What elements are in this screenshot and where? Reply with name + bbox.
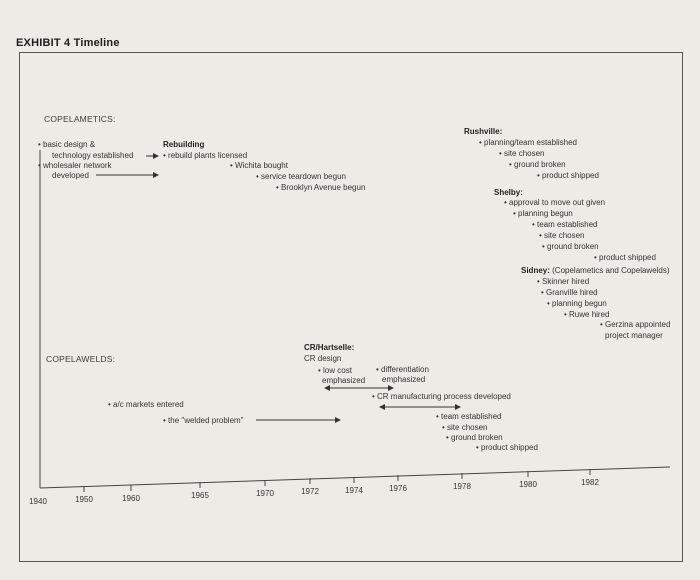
- hartselle-item: • site chosen: [442, 423, 488, 432]
- shelby-item: • product shipped: [594, 253, 656, 262]
- sidney-item: • Ruwe hired: [564, 310, 610, 319]
- year-tick-label: 1980: [519, 480, 537, 489]
- sidney-item: • planning begun: [547, 299, 607, 308]
- early-item: technology established: [52, 151, 134, 160]
- year-tick-label: 1950: [75, 495, 93, 504]
- early-item: • basic design &: [38, 140, 96, 149]
- hartselle-item: • product shipped: [476, 443, 538, 452]
- low-cost-item: • low cost: [318, 366, 352, 375]
- copelawelds-label: COPELAWELDS:: [46, 354, 116, 364]
- exhibit-title: EXHIBIT 4 Timeline: [16, 37, 120, 49]
- rebuilding-heading: Rebuilding: [163, 140, 205, 149]
- rushville-item: • site chosen: [499, 149, 545, 158]
- copelawelds-item: • the "welded problem": [163, 416, 244, 425]
- rebuilding-item: • Brooklyn Avenue begun: [276, 183, 366, 192]
- early-item: developed: [52, 171, 89, 180]
- shelby-item: • approval to move out given: [504, 198, 606, 207]
- rebuilding-item: • service teardown begun: [256, 172, 346, 181]
- hartselle-subheading: CR design: [304, 354, 342, 363]
- year-tick-label: 1976: [389, 484, 407, 493]
- sidney-heading-line: [521, 266, 670, 277]
- shelby-item: • site chosen: [539, 231, 585, 240]
- year-tick-label: 1940: [29, 497, 47, 506]
- year-tick-label: 1970: [256, 489, 274, 498]
- differentiation-item: emphasized: [382, 375, 426, 384]
- rushville-item: • product shipped: [537, 171, 599, 180]
- rushville-item: • ground broken: [509, 160, 566, 169]
- year-tick-label: 1965: [191, 491, 209, 500]
- rebuilding-item: • rebuild plants licensed: [163, 151, 248, 160]
- rushville-item: • planning/team established: [479, 138, 577, 147]
- copelawelds-item: • a/c markets entered: [108, 400, 184, 409]
- low-cost-item: emphasized: [322, 376, 366, 385]
- sidney-item: project manager: [605, 331, 663, 340]
- shelby-heading: Shelby:: [494, 188, 523, 197]
- copelametics-label: COPELAMETICS:: [44, 114, 116, 124]
- rebuilding-item: • Wichita bought: [230, 161, 288, 170]
- shelby-item: • team established: [532, 220, 598, 229]
- sidney-item: • Granville hired: [541, 288, 598, 297]
- early-item: • wholesaler network: [38, 161, 112, 170]
- hartselle-item: • team established: [436, 412, 502, 421]
- year-tick-label: 1960: [122, 494, 140, 503]
- differentiation-item: • differentiation: [376, 365, 429, 374]
- shelby-item: • ground broken: [542, 242, 599, 251]
- sidney-item: • Gerzina appointed: [600, 320, 671, 329]
- hartselle-heading: CR/Hartselle:: [304, 343, 355, 352]
- sidney-note: (Copelametics and Copelawelds): [552, 266, 670, 275]
- sidney-heading: Sidney:: [521, 266, 550, 275]
- hartselle-item: • ground broken: [446, 433, 503, 442]
- year-tick-label: 1978: [453, 482, 471, 491]
- cr-process-item: • CR manufacturing process developed: [372, 392, 511, 401]
- year-tick-label: 1974: [345, 486, 363, 495]
- year-tick-label: 1972: [301, 487, 319, 496]
- rushville-heading: Rushville:: [464, 127, 503, 136]
- time-axis-line: [40, 467, 670, 488]
- sidney-item: • Skinner hired: [537, 277, 590, 286]
- year-tick-label: 1982: [581, 478, 599, 487]
- shelby-item: • planning begun: [513, 209, 573, 218]
